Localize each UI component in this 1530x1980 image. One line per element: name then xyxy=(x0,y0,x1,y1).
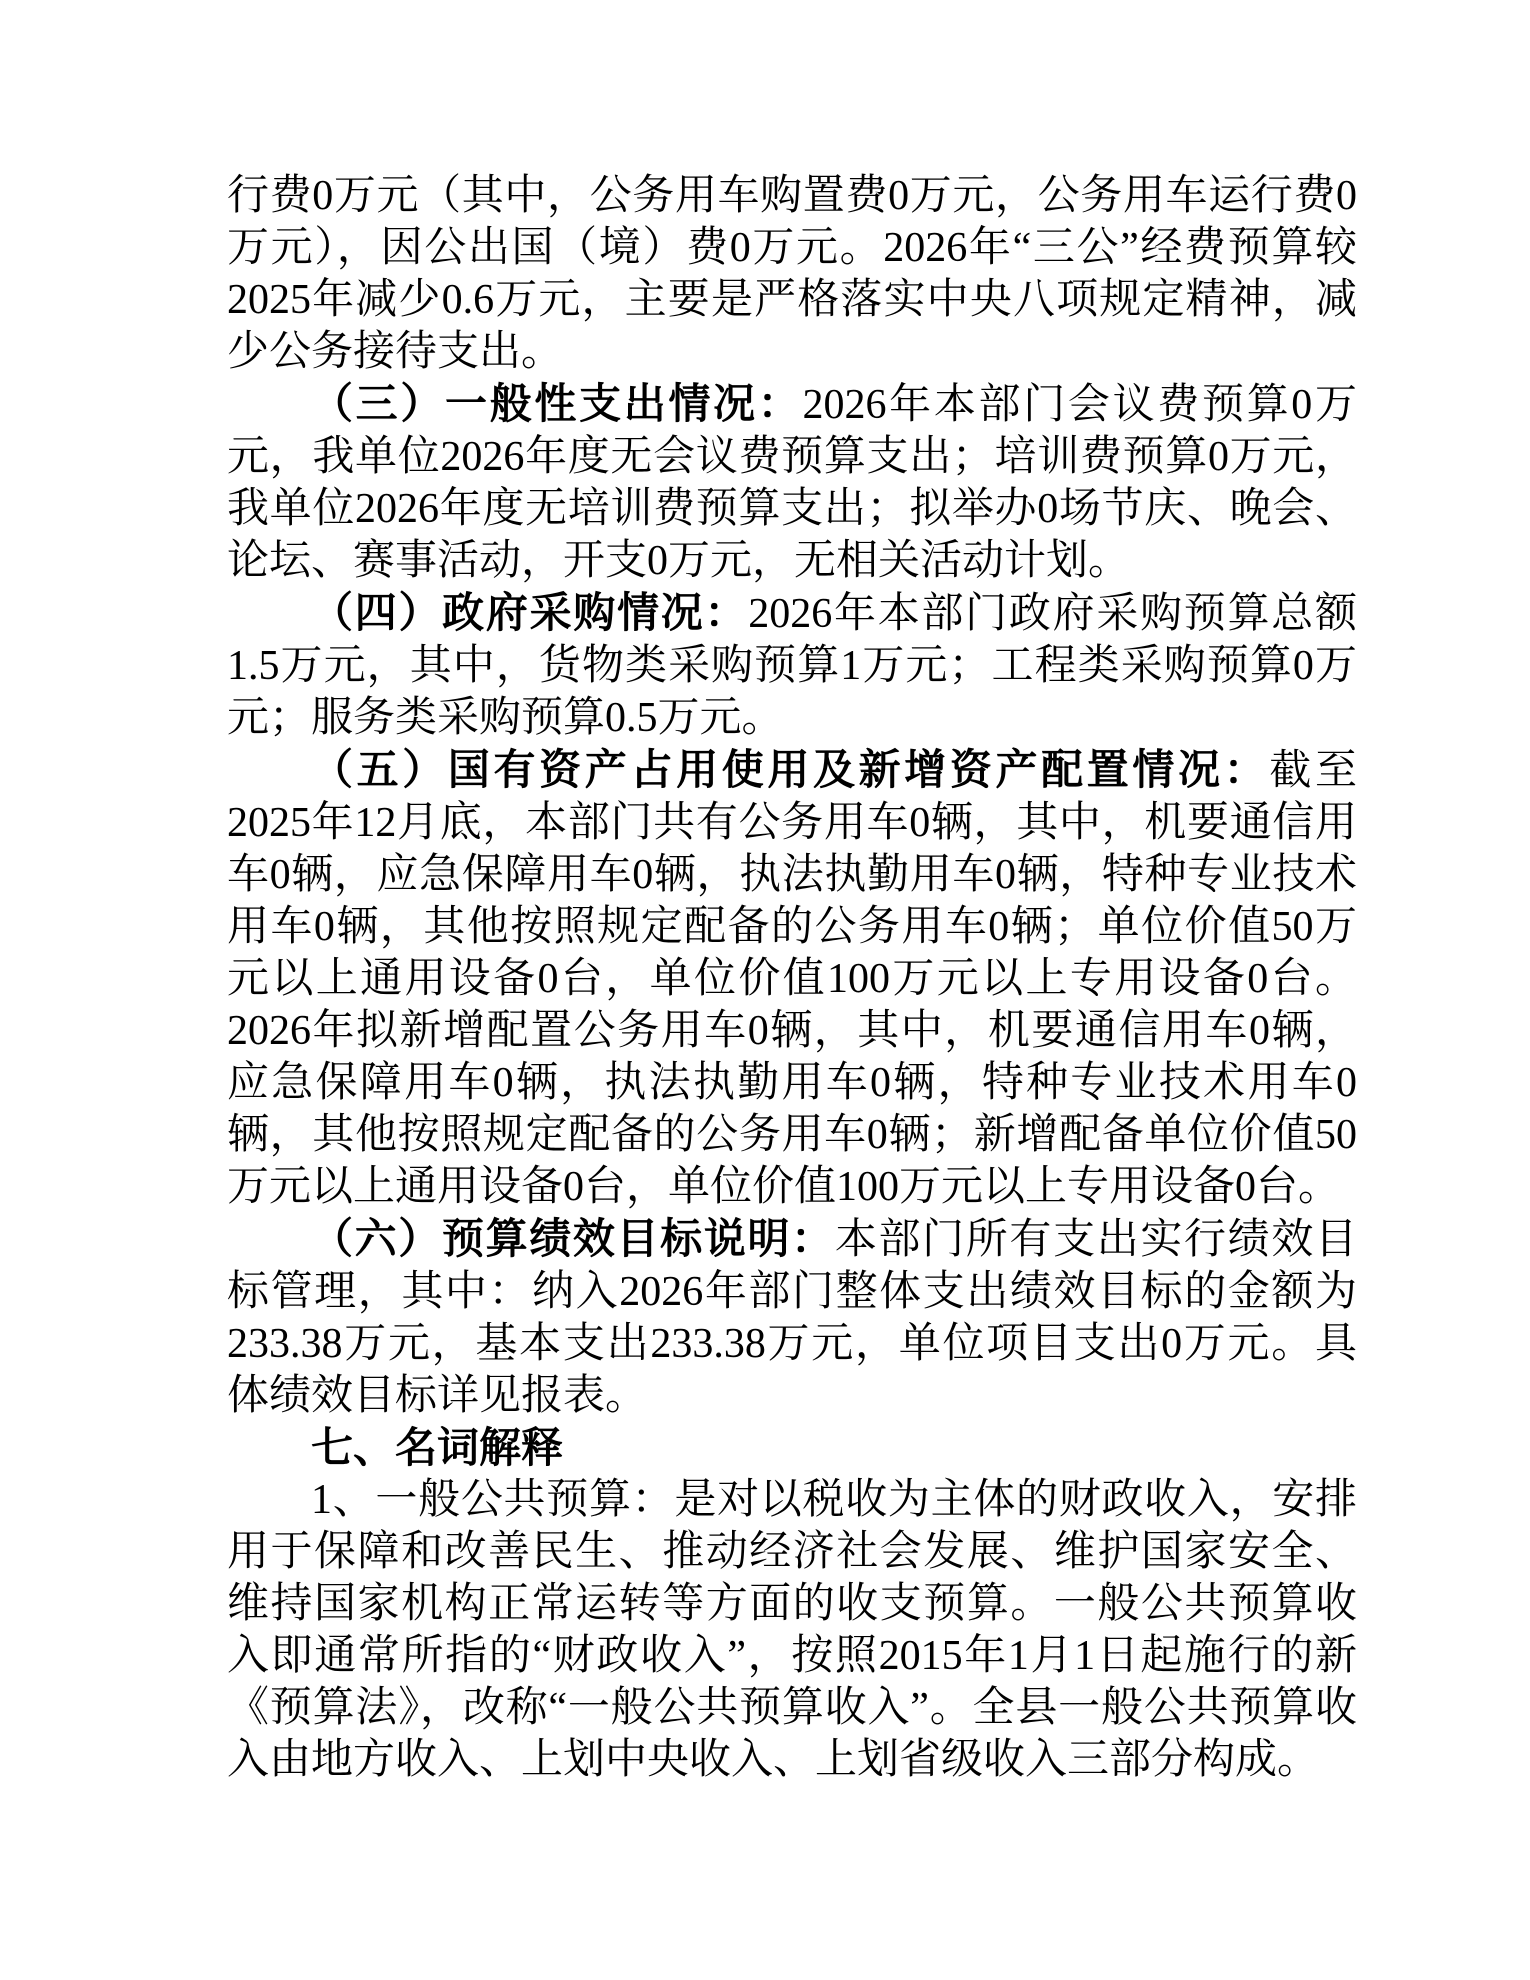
document-content xyxy=(227,170,1357,1786)
paragraph-text: 截至2025年12月底，本部门共有公务用车0辆，其中，机要通信用车0辆，应急保障用车0辆，执法执勤用车0辆，特种专业技术用车0辆，其他按照规定配备的公务用车0辆；单位价值50万元以上通用设备0台，单位价值100万元以上专用设备0台。2026年拟新增配置公务用车0辆，其中，机要通信用车0辆，应急保障用车0辆，执法执勤用车0辆，特种专业技术用车0辆，其他按照规定配备的公务用车0辆；新增配备单位价值50万元以上通用设备0台，单位价值100万元以上专用设备0台。 xyxy=(227,748,1357,1210)
paragraph-text: 行费0万元（其中，公务用车购置费0万元，公务用车运行费0万元），因公出国（境）费0万元。2026年“三公”经费预算较2025年减少0.6万元，主要是严格落实中央八项规定精神，减少公务接待支出。 xyxy=(227,173,1357,375)
section-label: （三）一般性支出情况： xyxy=(311,380,803,427)
paragraph-performance-targets xyxy=(227,1213,1357,1422)
heading-text: 七、名词解释 xyxy=(311,1424,564,1471)
paragraph-glossary-item-1 xyxy=(227,1474,1357,1786)
section-label: （六）预算绩效目标说明： xyxy=(311,1215,835,1262)
paragraph-text: 1、一般公共预算：是对以税收为主体的财政收入，安排用于保障和改善民生、推动经济社会发展、维护国家安全、维持国家机构正常运转等方面的收支预算。一般公共预算收入即通常所指的“财政收入”，按照2015年1月1日起施行的新《预算法》，改称“一般公共预算收入”。全县一般公共预算收入由地方收入、上划中央收入、上划省级收入三部分构成。 xyxy=(227,1477,1357,1783)
paragraph-text: 2026年本部门政府采购预算总额1.5万元，其中，货物类采购预算1万元；工程类采购预算0万元；服务类采购预算0.5万元。 xyxy=(227,591,1357,741)
section-heading-glossary xyxy=(227,1422,1357,1474)
paragraph-state-assets xyxy=(227,744,1357,1213)
paragraph-text: 本部门所有支出实行绩效目标管理，其中：纳入2026年部门整体支出绩效目标的金额为233.38万元，基本支出233.38万元，单位项目支出0万元。具体绩效目标详见报表。 xyxy=(227,1217,1357,1419)
paragraph-text: 2026年本部门会议费预算0万元，我单位2026年度无会议费预算支出；培训费预算0万元，我单位2026年度无培训费预算支出；拟举办0场节庆、晚会、论坛、赛事活动，开支0万元，无相关活动计划。 xyxy=(227,382,1357,584)
section-label: （五）国有资产占用使用及新增资产配置情况： xyxy=(311,746,1270,793)
paragraph-sangong-expenses xyxy=(227,170,1357,378)
section-label: （四）政府采购情况： xyxy=(311,589,749,636)
paragraph-government-procurement xyxy=(227,587,1357,744)
paragraph-general-expenditure xyxy=(227,378,1357,587)
